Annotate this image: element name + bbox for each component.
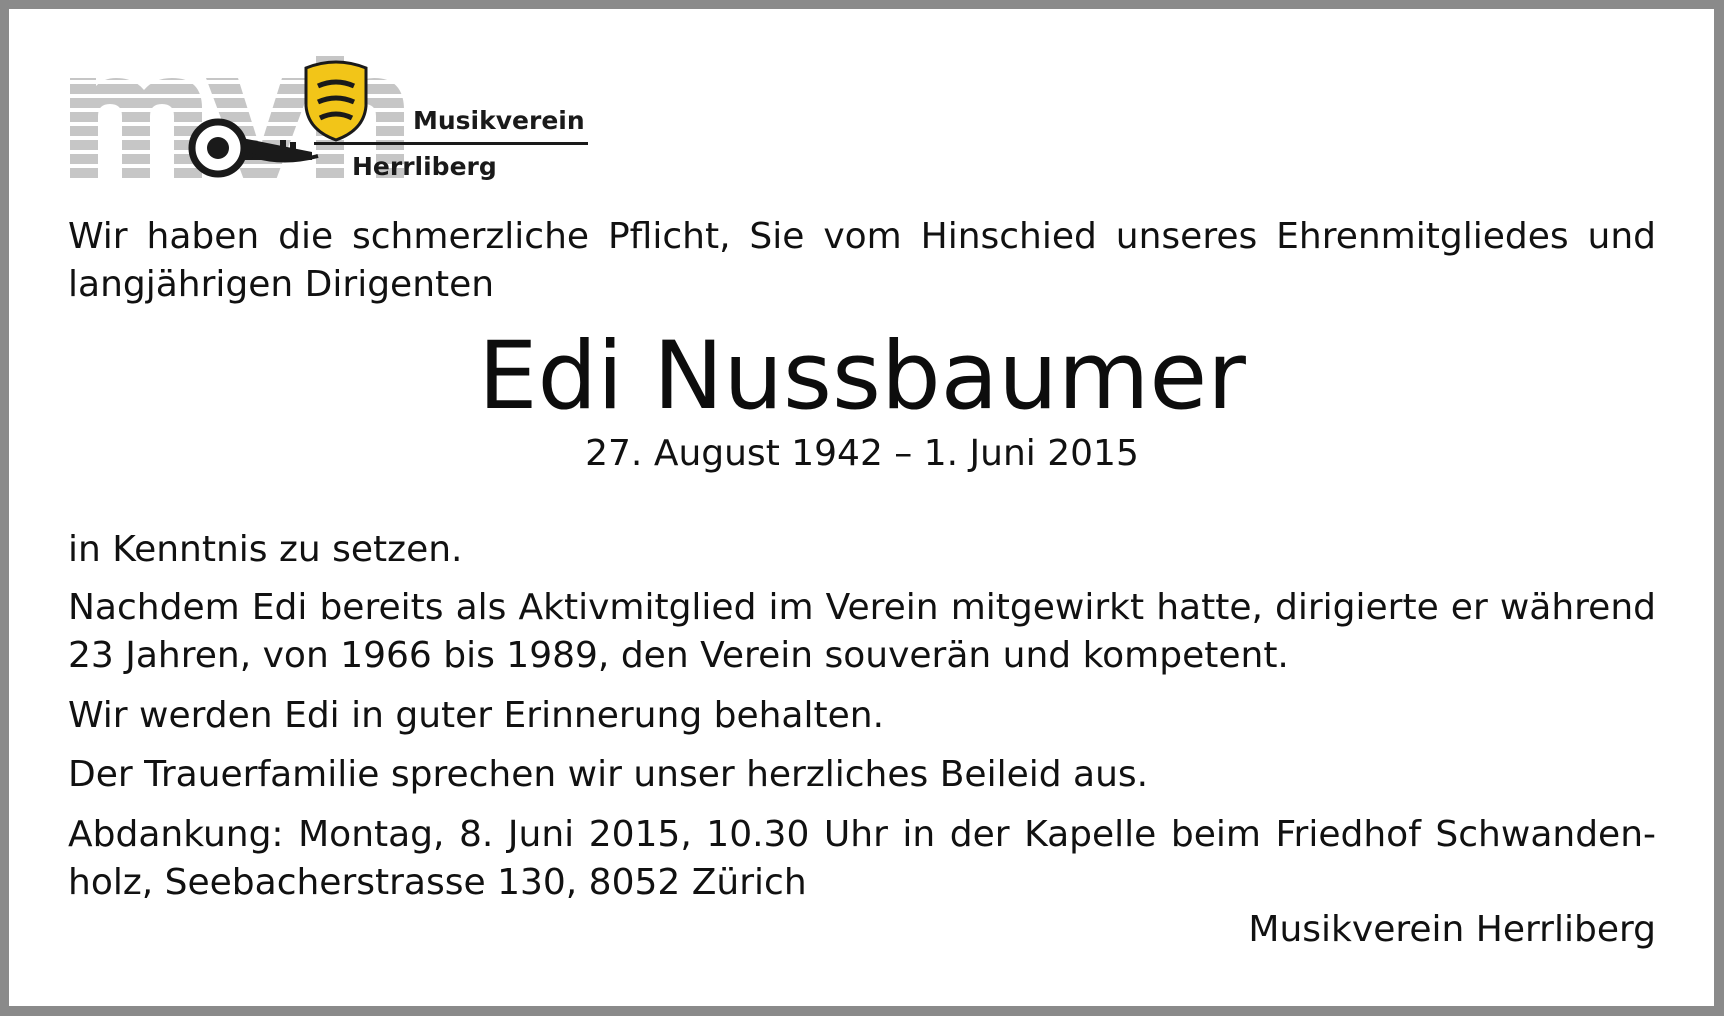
service-paragraph: Abdankung: Montag, 8. Juni 2015, 10.30 Uhr in der Kapelle beim Friedhof Schwanden-holz, Seebacherstrasse 130, 8052 Zürich <box>68 814 1656 903</box>
life-dates: 27. August 1942 – 1. Juni 2015 <box>585 433 1139 474</box>
logo-text-musikverein: Musikverein <box>413 106 585 135</box>
coat-of-arms-icon <box>306 62 366 140</box>
intro-continuation: in Kenntnis zu setzen. <box>68 529 463 570</box>
condolence-paragraph: Der Trauerfamilie sprechen wir unser herzliches Beileid aus. <box>68 754 1149 795</box>
signature: Musikverein Herrliberg <box>1248 909 1656 950</box>
career-paragraph: Nachdem Edi bereits als Aktivmitglied im Verein mitgewirkt hatte, dirigierte er während 23 Jahren, von 1966 bis 1989, den Verein souverän und kompetent. <box>68 587 1656 676</box>
deceased-name: Edi Nussbaumer <box>478 322 1246 431</box>
logo-text-herrliberg: Herrliberg <box>352 152 497 181</box>
memory-paragraph: Wir werden Edi in guter Erinnerung behalten. <box>68 695 885 736</box>
musikverein-logo <box>68 56 588 196</box>
intro-paragraph: Wir haben die schmerzliche Pflicht, Sie vom Hinschied unseres Ehrenmitgliedes und langjährigen Dirigenten <box>68 216 1656 305</box>
